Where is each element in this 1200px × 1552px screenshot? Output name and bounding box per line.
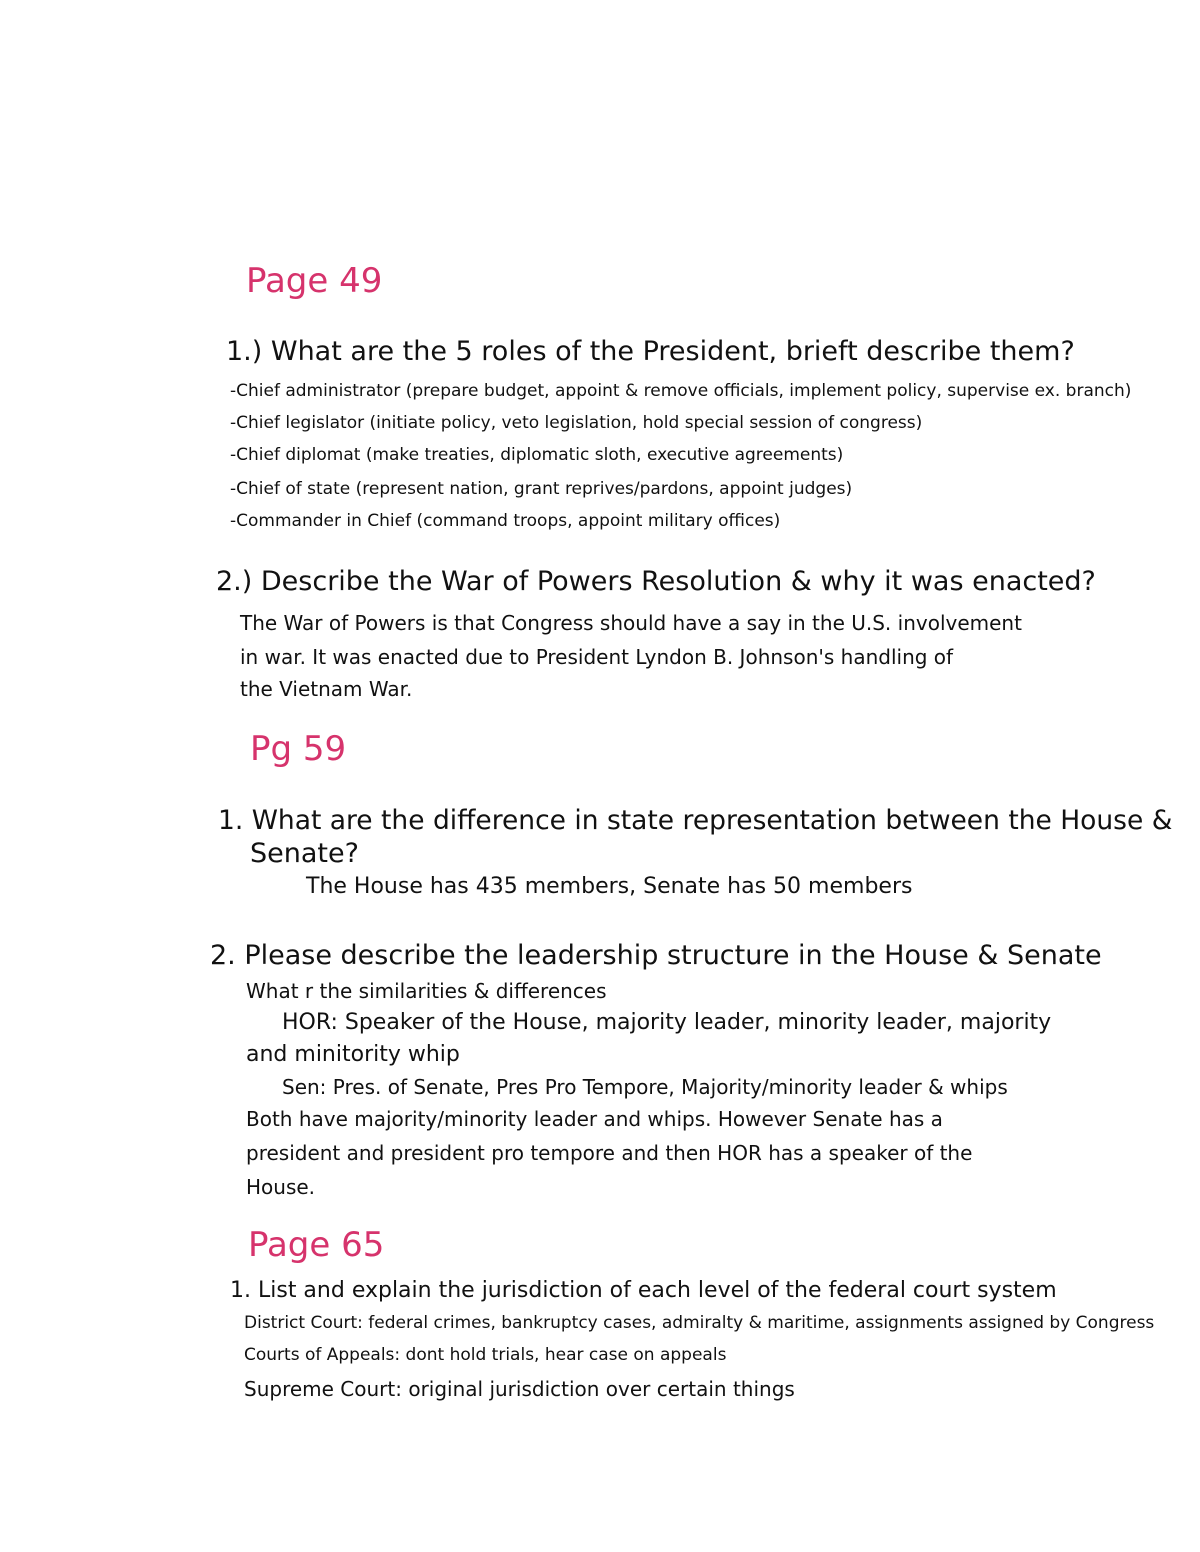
answer-leadership-line-2: and minitority whip [246,1042,460,1067]
section-heading-page-49: Page 49 [246,261,383,301]
answer-war-powers-line-1: The War of Powers is that Congress should have a say in the U.S. involvement [240,611,1022,635]
question-court-jurisdiction: 1. List and explain the jurisdiction of each level of the federal court system [230,1278,1057,1303]
answer-chief-administrator: -Chief administrator (prepare budget, appoint & remove officials, implement policy, supervise ex. branch) [230,381,1132,401]
answer-leadership-line-5: president and president pro tempore and then HOR has a speaker of the [246,1141,973,1165]
answer-war-powers-line-3: the Vietnam War. [240,677,413,701]
answer-chief-legislator: -Chief legislator (initiate policy, veto legislation, hold special session of congress) [230,413,923,433]
answer-leadership-line-6: House. [246,1175,316,1199]
question-war-powers: 2.) Describe the War of Powers Resolution & why it was enacted? [216,566,1096,597]
section-heading-pg-59: Pg 59 [250,729,347,769]
answer-state-representation: The House has 435 members, Senate has 50 members [306,874,913,899]
answer-district-court: District Court: federal crimes, bankruptcy cases, admiralty & maritime, assignments assigned by Congress [244,1313,1155,1333]
section-heading-page-65: Page 65 [248,1225,385,1265]
answer-chief-of-state: -Chief of state (represent nation, grant reprives/pardons, appoint judges) [230,479,853,499]
question-state-representation-line-2: Senate? [250,838,359,869]
answer-leadership-line-3: Sen: Pres. of Senate, Pres Pro Tempore, Majority/minority leader & whips [282,1075,1008,1099]
answer-war-powers-line-2: in war. It was enacted due to President Lyndon B. Johnson's handling of [240,645,954,669]
answer-leadership-line-1: HOR: Speaker of the House, majority leader, minority leader, majority [282,1010,1052,1035]
question-state-representation-line-1: 1. What are the difference in state representation between the House & [218,805,1173,836]
answer-courts-of-appeals: Courts of Appeals: dont hold trials, hear case on appeals [244,1345,727,1365]
subquestion-similarities-differences: What r the similarities & differences [246,979,607,1003]
question-president-roles: 1.) What are the 5 roles of the President, brieft describe them? [226,336,1075,367]
answer-commander-in-chief: -Commander in Chief (command troops, appoint military offices) [230,511,781,531]
question-leadership-structure: 2. Please describe the leadership structure in the House & Senate [210,940,1102,971]
answer-chief-diplomat: -Chief diplomat (make treaties, diplomatic sloth, executive agreements) [230,445,844,465]
answer-supreme-court: Supreme Court: original jurisdiction over certain things [244,1377,795,1401]
answer-leadership-line-4: Both have majority/minority leader and whips. However Senate has a [246,1107,943,1131]
